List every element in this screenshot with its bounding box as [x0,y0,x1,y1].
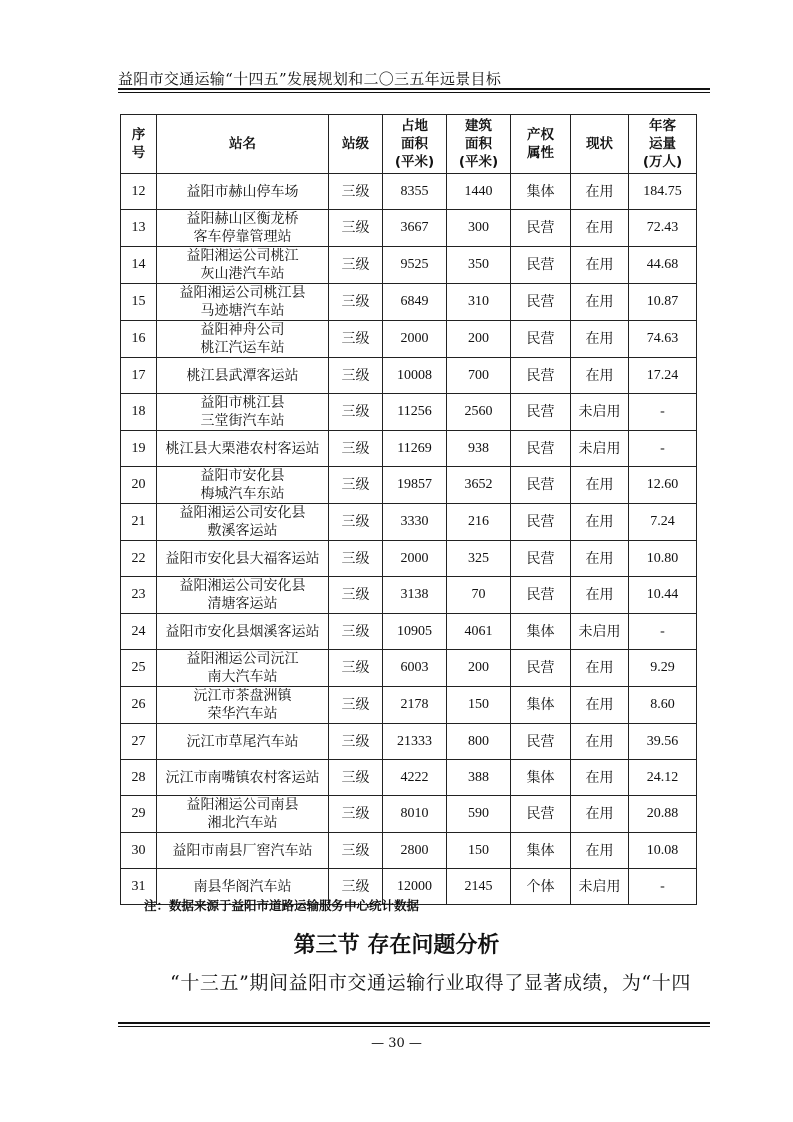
station-name-line: 益阳市安化县 [200,468,285,484]
cell-no: 23 [121,577,157,614]
station-name-line: 沅江市茶盘洲镇 [193,688,292,704]
station-name-line: 桃江县武潭客运站 [186,367,299,384]
cell-status: 在用 [571,284,629,321]
station-name-line: 马迹塘汽车站 [200,303,285,319]
cell-volume: 184.75 [629,174,697,210]
table-row [121,796,697,833]
station-name-line: 桃江汽运车站 [200,340,285,356]
cell-build: 310 [447,284,511,321]
cell-name [157,541,329,577]
cell-volume: 7.24 [629,504,697,541]
cell-land: 6003 [383,650,447,687]
cell-level: 三级 [329,321,383,358]
table-row [121,504,697,541]
cell-level: 三级 [329,541,383,577]
station-table [120,114,697,905]
cell-owner: 集体 [511,614,571,650]
table-row [121,358,697,394]
cell-level: 三级 [329,247,383,284]
cell-owner: 民营 [511,284,571,321]
station-name-line: 益阳市南县厂窖汽车站 [172,842,313,859]
cell-build: 3652 [447,467,511,504]
header-line: 运量 [649,136,676,152]
cell-no: 30 [121,833,157,869]
cell-volume: 17.24 [629,358,697,394]
station-name-line: 益阳湘运公司沅江 [186,651,299,667]
header-line: (平米) [394,154,435,170]
header-col-level [329,115,383,174]
cell-build: 938 [447,431,511,467]
section-title: 第三节 存在问题分析 [293,933,500,958]
table-row [121,321,697,358]
cell-status: 在用 [571,724,629,760]
cell-owner: 民营 [511,358,571,394]
cell-owner: 集体 [511,760,571,796]
cell-level: 三级 [329,796,383,833]
cell-no: 12 [121,174,157,210]
cell-build: 700 [447,358,511,394]
cell-volume: 24.12 [629,760,697,796]
station-name-line: 灰山港汽车站 [200,266,285,282]
header-line: 属性 [527,145,554,161]
cell-volume: 10.44 [629,577,697,614]
station-name-line: 荣华汽车站 [207,706,278,722]
cell-name [157,210,329,247]
table-row [121,284,697,321]
cell-status: 在用 [571,687,629,724]
cell-owner: 民营 [511,210,571,247]
cell-land: 21333 [383,724,447,760]
cell-build: 200 [447,650,511,687]
cell-name [157,504,329,541]
cell-no: 13 [121,210,157,247]
cell-no: 22 [121,541,157,577]
station-name-line: 益阳市安化县烟溪客运站 [165,623,320,640]
cell-land: 4222 [383,760,447,796]
cell-no: 18 [121,394,157,431]
header-rule-thick [118,88,710,90]
cell-land: 9525 [383,247,447,284]
cell-volume: 12.60 [629,467,697,504]
cell-name [157,467,329,504]
cell-land: 11256 [383,394,447,431]
table-row [121,833,697,869]
cell-volume: 20.88 [629,796,697,833]
cell-land: 3667 [383,210,447,247]
header-line: 产权 [527,127,554,143]
cell-build: 4061 [447,614,511,650]
cell-owner: 民营 [511,650,571,687]
cell-land: 3330 [383,504,447,541]
cell-owner: 民营 [511,467,571,504]
table-row [121,247,697,284]
cell-status: 未启用 [571,394,629,431]
cell-name [157,650,329,687]
cell-build: 325 [447,541,511,577]
cell-name [157,614,329,650]
cell-build: 590 [447,796,511,833]
cell-no: 27 [121,724,157,760]
cell-land: 2178 [383,687,447,724]
cell-volume: - [629,869,697,905]
header-line: (万人) [642,154,683,170]
source-note: 注：数据来源于益阳市道路运输服务中心统计数据 [144,898,420,913]
cell-name [157,760,329,796]
cell-name [157,321,329,358]
cell-status: 在用 [571,760,629,796]
cell-level: 三级 [329,687,383,724]
cell-volume: 8.60 [629,687,697,724]
cell-level: 三级 [329,833,383,869]
cell-status: 未启用 [571,614,629,650]
running-header: 益阳市交通运输“十四五”发展规划和二〇三五年远景目标 [118,70,502,88]
cell-build: 800 [447,724,511,760]
table-row [121,760,697,796]
cell-no: 21 [121,504,157,541]
cell-status: 未启用 [571,431,629,467]
station-name-line: 南县华阁汽车站 [193,878,292,895]
cell-level: 三级 [329,394,383,431]
footer-rule-thin [118,1026,710,1027]
station-name-line: 益阳赫山区衡龙桥 [186,211,299,227]
cell-volume: 10.08 [629,833,697,869]
cell-volume: 74.63 [629,321,697,358]
cell-status: 在用 [571,796,629,833]
cell-name [157,431,329,467]
cell-build: 2560 [447,394,511,431]
cell-name [157,247,329,284]
cell-owner: 民营 [511,577,571,614]
header-line: 面积 [465,136,492,152]
cell-volume: 10.87 [629,284,697,321]
header-col-land-area [383,115,447,174]
cell-land: 3138 [383,577,447,614]
cell-status: 在用 [571,577,629,614]
cell-no: 24 [121,614,157,650]
body-paragraph: “十三五”期间益阳市交通运输行业取得了显著成绩，为“十四 [170,972,691,994]
cell-volume: 44.68 [629,247,697,284]
cell-status: 在用 [571,174,629,210]
cell-land: 8355 [383,174,447,210]
cell-no: 19 [121,431,157,467]
cell-volume: 72.43 [629,210,697,247]
table-row [121,431,697,467]
cell-owner: 民营 [511,796,571,833]
cell-owner: 民营 [511,431,571,467]
cell-no: 31 [121,869,157,905]
header-line: 占地 [401,118,428,134]
cell-status: 在用 [571,650,629,687]
cell-level: 三级 [329,760,383,796]
page-number: — 30 — [371,1036,422,1051]
header-col-ownership [511,115,571,174]
table-row [121,174,697,210]
station-name-line: 沅江市草尾汽车站 [186,733,299,750]
cell-level: 三级 [329,504,383,541]
cell-owner: 个体 [511,869,571,905]
cell-land: 12000 [383,869,447,905]
table-row [121,394,697,431]
cell-build: 388 [447,760,511,796]
table-row [121,650,697,687]
cell-no: 17 [121,358,157,394]
station-name-line: 益阳湘运公司桃江 [186,248,299,264]
cell-build: 300 [447,210,511,247]
station-name-line: 南大汽车站 [207,669,278,685]
station-name-line: 益阳湘运公司安化县 [179,505,306,521]
cell-no: 15 [121,284,157,321]
cell-level: 三级 [329,869,383,905]
table-row [121,541,697,577]
cell-build: 150 [447,833,511,869]
cell-owner: 民营 [511,504,571,541]
station-name-line: 敷溪客运站 [207,523,278,539]
cell-land: 19857 [383,467,447,504]
station-name-line: 益阳市赫山停车场 [186,183,299,200]
cell-land: 10905 [383,614,447,650]
station-name-line: 沅江市南嘴镇农村客运站 [165,769,320,786]
station-name-line: 桃江县大栗港农村客运站 [165,440,320,457]
cell-status: 在用 [571,321,629,358]
cell-owner: 民营 [511,321,571,358]
header-rule-thin [118,92,710,93]
cell-no: 25 [121,650,157,687]
table-row [121,687,697,724]
cell-build: 70 [447,577,511,614]
cell-name [157,358,329,394]
cell-owner: 民营 [511,247,571,284]
cell-status: 在用 [571,541,629,577]
header-col-building-area [447,115,511,174]
header-line: 面积 [401,136,428,152]
cell-no: 29 [121,796,157,833]
cell-name [157,796,329,833]
cell-volume: - [629,431,697,467]
cell-level: 三级 [329,614,383,650]
header-col-no [121,115,157,174]
cell-status: 在用 [571,210,629,247]
cell-land: 10008 [383,358,447,394]
table-header [121,115,697,174]
cell-volume: 10.80 [629,541,697,577]
header-line: (平米) [458,154,499,170]
cell-owner: 民营 [511,394,571,431]
cell-status: 未启用 [571,869,629,905]
header-line: 建筑 [465,118,492,134]
cell-owner: 集体 [511,833,571,869]
table-row [121,724,697,760]
table-row [121,210,697,247]
cell-land: 8010 [383,796,447,833]
cell-build: 150 [447,687,511,724]
cell-status: 在用 [571,467,629,504]
station-name-line: 客车停靠管理站 [193,229,292,245]
station-name-line: 益阳市安化县大福客运站 [165,550,320,567]
cell-level: 三级 [329,358,383,394]
cell-status: 在用 [571,833,629,869]
cell-status: 在用 [571,358,629,394]
station-name-line: 益阳湘运公司桃江县 [179,285,306,301]
table-header-row [121,115,697,174]
cell-land: 2800 [383,833,447,869]
cell-name [157,174,329,210]
station-name-line: 益阳湘运公司南县 [186,797,299,813]
cell-no: 28 [121,760,157,796]
table-row [121,467,697,504]
cell-build: 216 [447,504,511,541]
cell-owner: 集体 [511,687,571,724]
cell-build: 2145 [447,869,511,905]
cell-name [157,687,329,724]
header-line: 站级 [342,136,369,152]
cell-level: 三级 [329,724,383,760]
header-line: 序 [131,127,146,143]
station-name-line: 益阳湘运公司安化县 [179,578,306,594]
station-name-line: 益阳市桃江县 [200,395,285,411]
table-body [121,174,697,905]
cell-land: 2000 [383,541,447,577]
cell-owner: 民营 [511,541,571,577]
cell-land: 6849 [383,284,447,321]
cell-no: 16 [121,321,157,358]
cell-status: 在用 [571,247,629,284]
cell-name [157,833,329,869]
cell-volume: 39.56 [629,724,697,760]
cell-volume: 9.29 [629,650,697,687]
header-line: 号 [131,145,146,161]
header-col-name [157,115,329,174]
station-name-line: 三堂街汽车站 [200,413,285,429]
cell-build: 200 [447,321,511,358]
cell-build: 350 [447,247,511,284]
cell-volume: - [629,394,697,431]
header-line: 站名 [229,136,256,152]
header-line: 年客 [649,118,676,134]
cell-land: 2000 [383,321,447,358]
cell-level: 三级 [329,284,383,321]
header-col-annual-volume [629,115,697,174]
table-row [121,577,697,614]
cell-no: 20 [121,467,157,504]
footer-rule-thick [118,1022,710,1024]
cell-owner: 民营 [511,724,571,760]
station-name-line: 清塘客运站 [207,596,278,612]
cell-name [157,394,329,431]
cell-build: 1440 [447,174,511,210]
table-row [121,614,697,650]
cell-level: 三级 [329,210,383,247]
header-line: 现状 [586,136,613,152]
cell-volume: - [629,614,697,650]
cell-status: 在用 [571,504,629,541]
cell-level: 三级 [329,650,383,687]
station-name-line: 湘北汽车站 [207,815,278,831]
cell-no: 14 [121,247,157,284]
cell-level: 三级 [329,577,383,614]
cell-name [157,284,329,321]
header-col-status [571,115,629,174]
station-name-line: 益阳神舟公司 [200,322,285,338]
cell-name [157,577,329,614]
cell-no: 26 [121,687,157,724]
cell-land: 11269 [383,431,447,467]
cell-owner: 集体 [511,174,571,210]
cell-level: 三级 [329,467,383,504]
cell-level: 三级 [329,431,383,467]
cell-level: 三级 [329,174,383,210]
cell-name [157,724,329,760]
station-name-line: 梅城汽车东站 [200,486,285,502]
